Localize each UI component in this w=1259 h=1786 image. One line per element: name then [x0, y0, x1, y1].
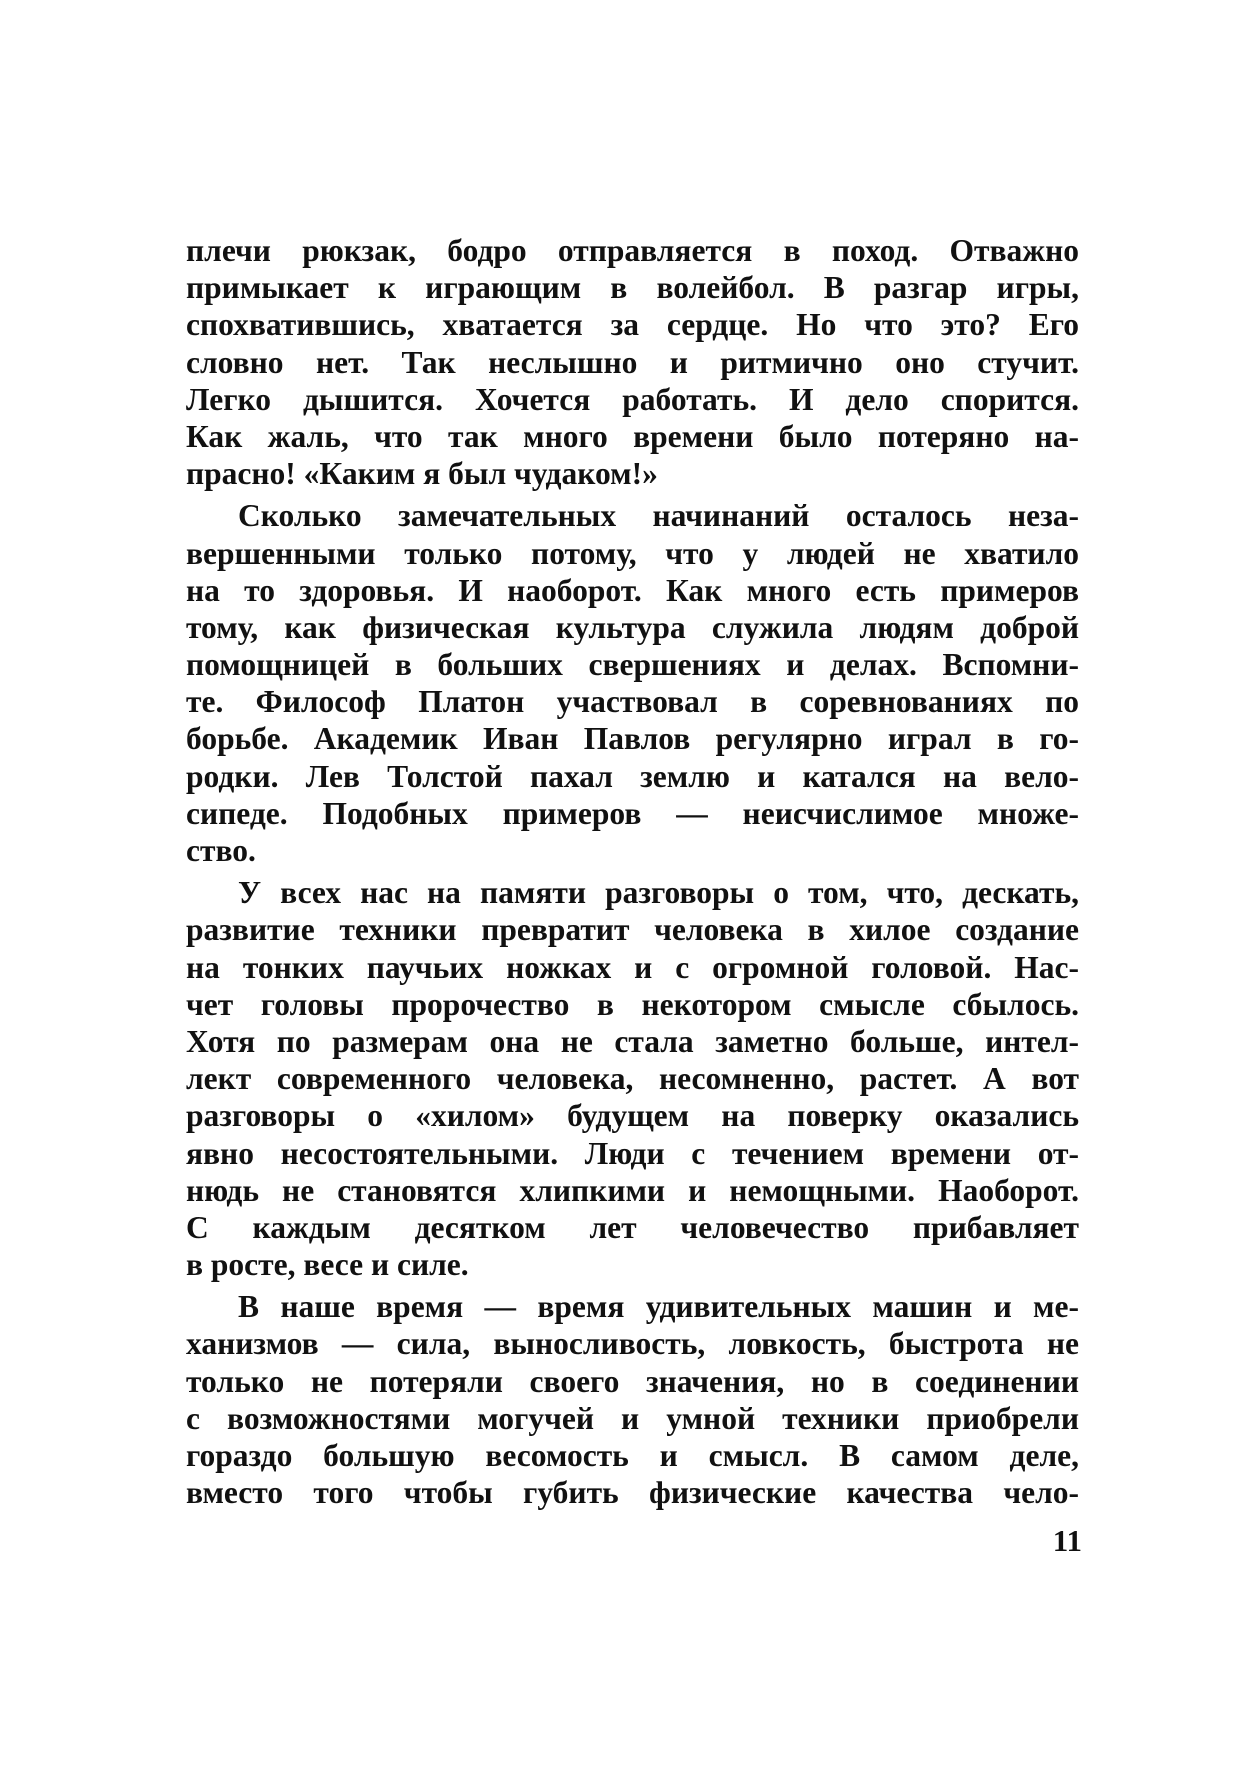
- body-text: [186, 232, 1079, 1511]
- text-line: вместо того чтобы губить физические качества чело-: [186, 1475, 1079, 1511]
- text-line: нюдь не становятся хлипкими и немощными. Наоборот.: [186, 1172, 1079, 1208]
- text-line: ханизмов — сила, выносливость, ловкость, быстрота не: [186, 1326, 1079, 1362]
- text-line: ство.: [186, 833, 256, 868]
- text-line: плечи рюкзак, бодро отправляется в поход. Отважно: [186, 233, 1079, 268]
- text-line: Легко дышится. Хочется работать. И дело спорится.: [186, 381, 1079, 417]
- text-line: В наше время — время удивительных машин и ме-: [238, 1289, 1079, 1325]
- text-line: спохватившись, хватается за сердце. Но что это? Его: [186, 307, 1079, 343]
- text-line: в росте, весе и силе.: [186, 1247, 469, 1283]
- text-line: только не потеряли своего значения, но в соединении: [186, 1363, 1079, 1399]
- text-line: Хотя по размерам она не стала заметно больше, интел-: [186, 1023, 1079, 1059]
- text-line: сипеде. Подобных примеров — неисчислимое множе-: [186, 795, 1079, 831]
- page-number: 11: [1052, 1523, 1082, 1558]
- text-line: помощницей в больших свершениях и делах. Вспомни-: [186, 647, 1079, 683]
- text-line: Сколько замечательных начинаний осталось неза-: [238, 498, 1079, 534]
- text-line: разговоры о «хилом» будущем на поверку оказались: [186, 1098, 1079, 1134]
- text-line: лект современного человека, несомненно, растет. А вот: [186, 1061, 1079, 1097]
- text-line: с возможностями могучей и умной техники приобрели: [186, 1400, 1079, 1436]
- text-line: чет головы пророчество в некотором смысле сбылось.: [186, 986, 1079, 1022]
- text-line: родки. Лев Толстой пахал землю и катался на вело-: [186, 758, 1079, 794]
- text-line: С каждым десятком лет человечество прибавляет: [186, 1209, 1079, 1245]
- paragraph-1: [186, 232, 1079, 492]
- text-line: вершенными только потому, что у людей не хватило: [186, 535, 1079, 571]
- text-line: гораздо большую весомость и смысл. В самом деле,: [186, 1438, 1079, 1473]
- text-line: словно нет. Так неслышно и ритмично оно стучит.: [186, 344, 1079, 380]
- paragraph-4: [186, 1288, 1079, 1511]
- text-line: борьбе. Академик Иван Павлов регулярно играл в го-: [186, 721, 1079, 757]
- text-line: те. Философ Платон участвовал в соревнованиях по: [186, 684, 1079, 720]
- text-line: прасно! «Каким я был чудаком!»: [186, 456, 658, 492]
- text-line: на то здоровья. И наоборот. Как много есть примеров: [186, 572, 1079, 608]
- paragraph-2: [186, 497, 1079, 869]
- text-line: на тонких паучьих ножках и с огромной головой. Нас-: [186, 949, 1079, 985]
- paragraph-3: [186, 874, 1079, 1283]
- text-line: У всех нас на памяти разговоры о том, что, дескать,: [238, 875, 1079, 911]
- text-line: примыкает к играющим в волейбол. В разгар игры,: [186, 270, 1079, 306]
- text-line: развитие техники превратит человека в хилое создание: [186, 912, 1079, 948]
- text-line: явно несостоятельными. Люди с течением времени от-: [186, 1135, 1079, 1171]
- text-line: Как жаль, что так много времени было потеряно на-: [186, 418, 1079, 454]
- text-line: тому, как физическая культура служила людям доброй: [186, 609, 1079, 645]
